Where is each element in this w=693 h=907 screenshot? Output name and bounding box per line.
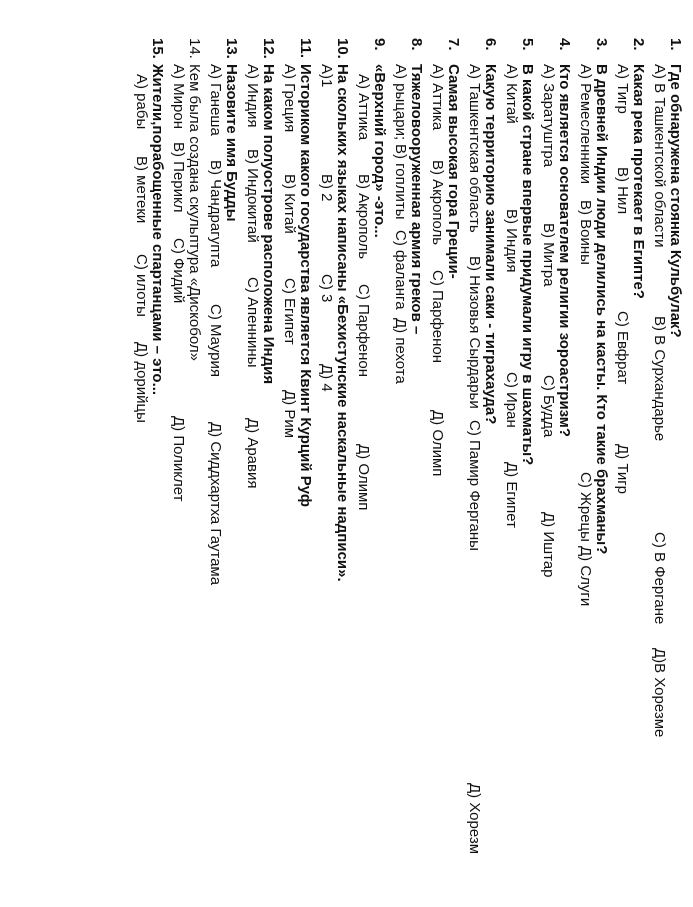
answer-option: В) Нил	[614, 167, 631, 215]
question-15	[149, 38, 165, 395]
question-12	[260, 38, 276, 384]
question-text: В древней Индии люди делились на касты. Кто такие брахманы?	[593, 64, 610, 555]
answer-option: Д) Олимп	[355, 444, 372, 511]
question-text: В какой стране впервые придумали игру в шахматы?	[519, 64, 536, 466]
question-text: Назовите имя Будды	[223, 64, 240, 222]
answer-option: С) илоты	[133, 254, 150, 317]
question-9	[371, 38, 387, 238]
answer-option: Д) Сиддхартха Гаутама	[207, 422, 224, 586]
answer-option: В) Перикл	[170, 142, 187, 213]
question-13	[223, 38, 239, 222]
question-number: 9.	[371, 38, 388, 51]
answer-option: С) Маурия	[207, 304, 224, 378]
answer-option: В) Низовья Сырдарьи	[466, 256, 483, 409]
question-number: 4.	[556, 38, 573, 51]
answer-option: А) Китай	[503, 64, 520, 124]
answer-option: В) Митра	[540, 223, 557, 287]
answer-option: А)1	[318, 64, 335, 88]
question-2	[630, 38, 646, 299]
answer-option: В) 2	[318, 174, 335, 202]
question-text: Какую территорию занимали саки - тиграхауда?	[482, 64, 499, 425]
question-number: 3.	[593, 38, 610, 51]
question-10	[334, 38, 350, 582]
question-text: Тяжеловооруженная армия греков –	[408, 64, 425, 335]
question-6	[482, 38, 498, 424]
answer-option: С) Жрецы	[577, 472, 594, 542]
answer-option: С) Апеннины	[244, 277, 261, 368]
answer-option: В) Акрополь	[429, 160, 446, 246]
question-number: 2.	[630, 38, 647, 51]
answer-option: В) гоплиты	[392, 144, 409, 220]
answer-option: А) В Ташкентской области	[651, 64, 668, 248]
answer-option: В) Китай	[281, 174, 298, 234]
question-7	[445, 38, 461, 279]
question-number: 12.	[260, 38, 277, 59]
answer-option: В) Воины	[577, 200, 594, 265]
answer-option: С) фаланга	[392, 230, 409, 310]
answer-option: С) Египет	[281, 278, 298, 345]
answer-option: С) Парфенон	[355, 284, 372, 378]
answer-option: А) Заратуштра	[540, 64, 557, 168]
answer-option: А) Тигр	[614, 64, 631, 114]
answer-option: А) Аттика	[429, 64, 446, 131]
answer-option: А) рабы	[133, 74, 150, 130]
answer-option: А) Мирон	[170, 64, 187, 130]
question-text: Историком какого государства является Квинт Курций Руф	[297, 64, 314, 507]
answer-option: В) метеки	[133, 156, 150, 224]
question-11	[297, 38, 313, 507]
answer-option: Д) Поликлет	[170, 416, 187, 502]
answer-option: Д) дорийцы	[133, 342, 150, 423]
answer-option: Д) Аравия	[244, 418, 261, 489]
question-14	[186, 38, 202, 361]
answer-option: А) Ганеша	[207, 64, 224, 136]
answer-option: Д) пехота	[392, 318, 409, 384]
answer-option: С) Будда	[540, 375, 557, 438]
question-number: 1.	[667, 38, 684, 51]
answer-option: Д) Слуги	[577, 546, 594, 607]
answer-option: Д) Тигр	[614, 444, 631, 495]
question-text: На скольких языках написаны «Бехистунские наскальные надписи».	[334, 64, 351, 582]
answer-option: С) Парфенон	[429, 270, 446, 364]
answer-option: С) Памир Ферганы	[466, 420, 483, 551]
answer-option: В) Акрополь	[355, 174, 372, 260]
answer-option: А) Ремесленники	[577, 64, 594, 184]
answer-option: В) Индокитай	[244, 149, 261, 243]
answer-option: С) В Фергане	[651, 532, 668, 625]
answer-option: Д) Олимп	[429, 410, 446, 477]
answer-option: Д) Египет	[503, 462, 520, 529]
question-text: Где обнаружена стоянка Кульбулак?	[667, 64, 684, 338]
answer-option: А) Ташкентская область	[466, 64, 483, 233]
question-8	[408, 38, 424, 334]
question-number: 10.	[334, 38, 351, 59]
question-3	[593, 38, 609, 554]
answer-option: Д) Иштар	[540, 512, 557, 578]
question-text: Какая река протекает в Египте?	[630, 64, 647, 299]
question-text: Кто является основателем религии зороастризм?	[556, 64, 573, 438]
question-number: 7.	[445, 38, 462, 51]
question-1	[667, 38, 683, 338]
question-text: Кем была создана скульптура «Дискобол»	[186, 64, 203, 361]
question-number: 8.	[408, 38, 425, 51]
answer-option: С) 3	[318, 274, 335, 303]
question-5	[519, 38, 535, 465]
answer-option: В) Чандрагупта	[207, 160, 224, 268]
answer-option: В) В Сурхандарье	[651, 316, 668, 442]
question-text: Жители,порабощенные спартанцами – это...	[149, 64, 166, 396]
answer-option: В) Индия	[503, 209, 520, 273]
answer-option: Д) Рим	[281, 390, 298, 439]
answer-option: А) рыцари;	[392, 64, 409, 141]
answer-option: А) Аттика	[355, 74, 372, 141]
answer-option: А) Греция	[281, 64, 298, 133]
question-4	[556, 38, 572, 437]
question-text: Самая высокая гора Греции-	[445, 64, 462, 279]
question-text: На каком полуострове расположена Индия	[260, 64, 277, 385]
question-number: 6.	[482, 38, 499, 51]
question-number: 14.	[186, 38, 203, 59]
answer-option: А) Индия	[244, 64, 261, 128]
answer-option: Д) Хорезм	[466, 783, 483, 855]
question-number: 11.	[297, 38, 314, 59]
answer-option: С) Фидий	[170, 238, 187, 304]
question-text: «Верхний город» -это...	[371, 64, 388, 238]
question-number: 5.	[519, 38, 536, 51]
answer-option: Д) 4	[318, 364, 335, 392]
question-number: 13.	[223, 38, 240, 59]
answer-option: С) Евфрат	[614, 311, 631, 385]
answer-option: С) Иран	[503, 372, 520, 428]
question-number: 15.	[149, 38, 166, 59]
answer-option: Д)В Хорезме	[651, 648, 668, 738]
